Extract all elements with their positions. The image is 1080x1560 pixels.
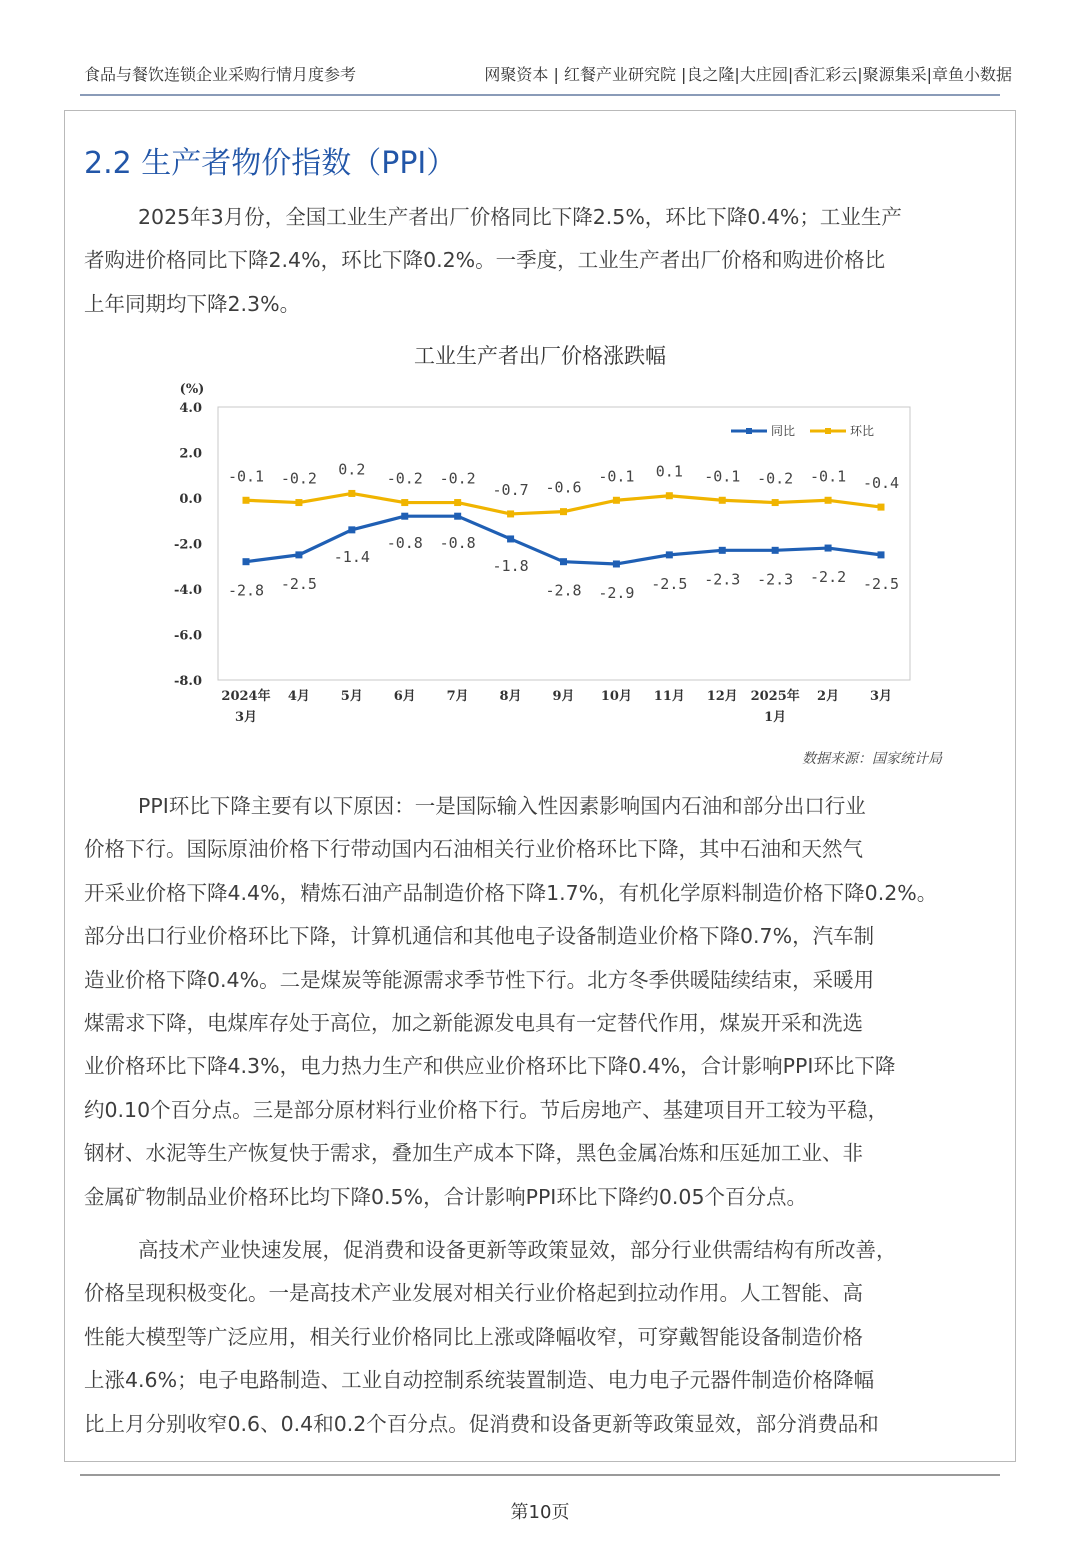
data-label-yoy: -1.8 [492, 556, 529, 575]
x-tick-label: 1月 [764, 710, 787, 725]
header-publishers: 网聚资本 | 红餐产业研究院 |良之隆|大庄园|香汇彩云|聚源集采|章鱼小数据 [484, 65, 1012, 84]
y-tick-label: 0.0 [179, 492, 202, 507]
data-point [348, 490, 355, 497]
data-label-mom: -0.1 [810, 467, 847, 486]
data-label-mom: -0.6 [545, 478, 582, 497]
data-point [825, 497, 832, 504]
x-tick-label: 2024年 [221, 689, 271, 704]
x-tick-label: 5月 [340, 689, 363, 704]
data-label-yoy: -0.8 [439, 534, 476, 553]
data-point [878, 504, 885, 511]
reasons-line: 部分出口行业价格环比下降，计算机通信和其他电子设备制造业价格下降0.7%，汽车制 [84, 924, 875, 949]
data-point [666, 551, 673, 558]
data-label-yoy: -2.5 [651, 574, 688, 593]
hightech-line: 性能大模型等广泛应用，相关行业价格同比上涨或降幅收窄，可穿戴智能设备制造价格 [84, 1324, 863, 1349]
data-label-mom: -0.1 [227, 467, 265, 486]
x-tick-label: 3月 [869, 689, 893, 704]
data-label-mom: -0.2 [280, 469, 317, 488]
chart-title: 工业生产者出厂价格涨跌幅 [414, 344, 666, 368]
data-label-mom: 0.2 [338, 460, 366, 479]
reasons-line: 开采业价格下降4.4%，精炼石油产品制造价格下降1.7%，有机化学原料制造价格下降0.2%。 [84, 880, 938, 905]
data-label-mom: -0.2 [386, 469, 423, 488]
data-label-yoy: -2.8 [227, 581, 265, 600]
x-tick-label: 9月 [552, 689, 575, 704]
data-label-yoy: -2.5 [280, 574, 317, 593]
x-tick-label: 11月 [653, 689, 685, 704]
data-point [507, 510, 514, 517]
data-label-yoy: -2.5 [862, 574, 900, 593]
data-label-yoy: -0.8 [386, 534, 423, 553]
y-tick-label: -2.0 [173, 537, 202, 553]
data-point [719, 547, 726, 554]
x-tick-label: 8月 [499, 689, 522, 704]
y-tick-label: 4.0 [179, 401, 202, 416]
section-title: 2.2 生产者物价指数（PPI） [84, 146, 457, 181]
x-tick-label: 10月 [600, 689, 632, 704]
hightech-line: 比上月分别收窄0.6、0.4和0.2个百分点。促消费和设备更新等政策显效，部分消费品和 [84, 1411, 879, 1436]
intro-line: 2025年3月份，全国工业生产者出厂价格同比下降2.5%，环比下降0.4%；工业生产 [138, 205, 902, 229]
x-tick-label: 12月 [706, 689, 738, 704]
data-label-mom: -0.4 [862, 474, 900, 493]
y-tick-label: -4.0 [173, 583, 202, 598]
data-label-yoy: -2.9 [598, 583, 635, 602]
data-point [348, 526, 355, 533]
intro-line: 上年同期均下降2.3%。 [84, 291, 301, 316]
data-point [772, 547, 779, 554]
hightech-line: 价格呈现积极变化。一是高技术产业发展对相关行业价格起到拉动作用。人工智能、高 [84, 1281, 863, 1306]
legend-marker-mom [825, 428, 831, 434]
x-tick-label: 2月 [817, 689, 840, 704]
reasons-line: 煤需求下降，电煤库存处于高位，加之新能源发电具有一定替代作用，煤炭开采和洗选 [84, 1010, 863, 1035]
reasons-line: 造业价格下降0.4%。二是煤炭等能源需求季节性下行。北方冬季供暖陆续结束，采暖用 [84, 967, 875, 992]
data-point [401, 513, 408, 520]
legend-label-yoy: 同比 [771, 424, 796, 438]
data-label-mom: -0.1 [598, 467, 635, 486]
reasons-line: 金属矿物制品业价格环比均下降0.5%，合计影响PPI环比下降约0.05个百分点。 [84, 1184, 807, 1209]
data-point [401, 499, 408, 506]
x-tick-label: 4月 [287, 689, 310, 704]
data-label-yoy: -2.2 [810, 568, 847, 587]
data-point [719, 497, 726, 504]
y-axis-unit: (%) [179, 382, 205, 397]
reasons-paragraph [84, 785, 1000, 1219]
data-point [613, 560, 620, 567]
data-label-yoy: -2.8 [545, 581, 582, 600]
data-point [560, 558, 567, 565]
data-point [878, 551, 885, 558]
data-point [243, 558, 250, 565]
data-label-mom: -0.1 [704, 467, 741, 486]
header-doc-title: 食品与餐饮连锁企业采购行情月度参考 [84, 65, 357, 84]
data-point [295, 499, 302, 506]
page-number: 第10页 [510, 1502, 570, 1523]
reasons-line: 业价格环比下降4.3%，电力热力生产和供应业价格环比下降0.4%，合计影响PPI环比下降 [84, 1054, 896, 1079]
data-point [454, 499, 461, 506]
source-note: 数据来源：国家统计局 [802, 751, 942, 767]
data-point [825, 545, 832, 552]
data-label-mom: -0.2 [757, 469, 794, 488]
data-label-yoy: -2.3 [704, 570, 741, 589]
data-point [560, 508, 567, 515]
data-point [613, 497, 620, 504]
ppi-line-chart [0, 0, 1080, 760]
legend-marker-yoy [746, 428, 752, 434]
data-label-mom: 0.1 [655, 462, 683, 481]
data-point [507, 535, 514, 542]
x-tick-label: 2025年 [750, 689, 800, 704]
y-tick-label: 2.0 [179, 446, 202, 462]
reasons-line: PPI环比下降主要有以下原因：一是国际输入性因素影响国内石油和部分出口行业 [138, 794, 866, 818]
data-label-yoy: -2.3 [757, 570, 794, 589]
hightech-paragraph [84, 1229, 1000, 1446]
data-label-yoy: -1.4 [333, 547, 370, 566]
reasons-line: 价格下行。国际原油价格下行带动国内石油相关行业价格环比下降，其中石油和天然气 [84, 837, 863, 862]
data-label-mom: -0.2 [439, 469, 476, 488]
footer-divider [80, 1474, 1000, 1476]
hightech-line: 高技术产业快速发展，促消费和设备更新等政策显效，部分行业供需结构有所改善， [138, 1238, 897, 1262]
reasons-line: 约0.10个百分点。三是部分原材料行业价格下行。节后房地产、基建项目开工较为平稳， [84, 1097, 889, 1122]
intro-line: 者购进价格同比下降2.4%，环比下降0.2%。一季度，工业生产者出厂价格和购进价格比 [84, 248, 886, 273]
data-point [295, 551, 302, 558]
reasons-line: 钢材、水泥等生产恢复快于需求，叠加生产成本下降，黑色金属冶炼和压延加工业、非 [84, 1141, 863, 1166]
data-label-mom: -0.7 [492, 480, 529, 499]
data-point [772, 499, 779, 506]
hightech-line: 上涨4.6%；电子电路制造、工业自动控制系统装置制造、电力电子元器件制造价格降幅 [84, 1368, 875, 1393]
x-tick-label: 7月 [446, 689, 469, 704]
x-tick-label: 6月 [393, 689, 416, 704]
data-point [243, 497, 250, 504]
y-tick-label: -6.0 [173, 628, 202, 644]
data-point [666, 492, 673, 499]
y-tick-label: -8.0 [173, 674, 202, 689]
data-point [454, 513, 461, 520]
x-tick-label: 3月 [234, 710, 258, 725]
legend-label-mom: 环比 [850, 424, 875, 438]
